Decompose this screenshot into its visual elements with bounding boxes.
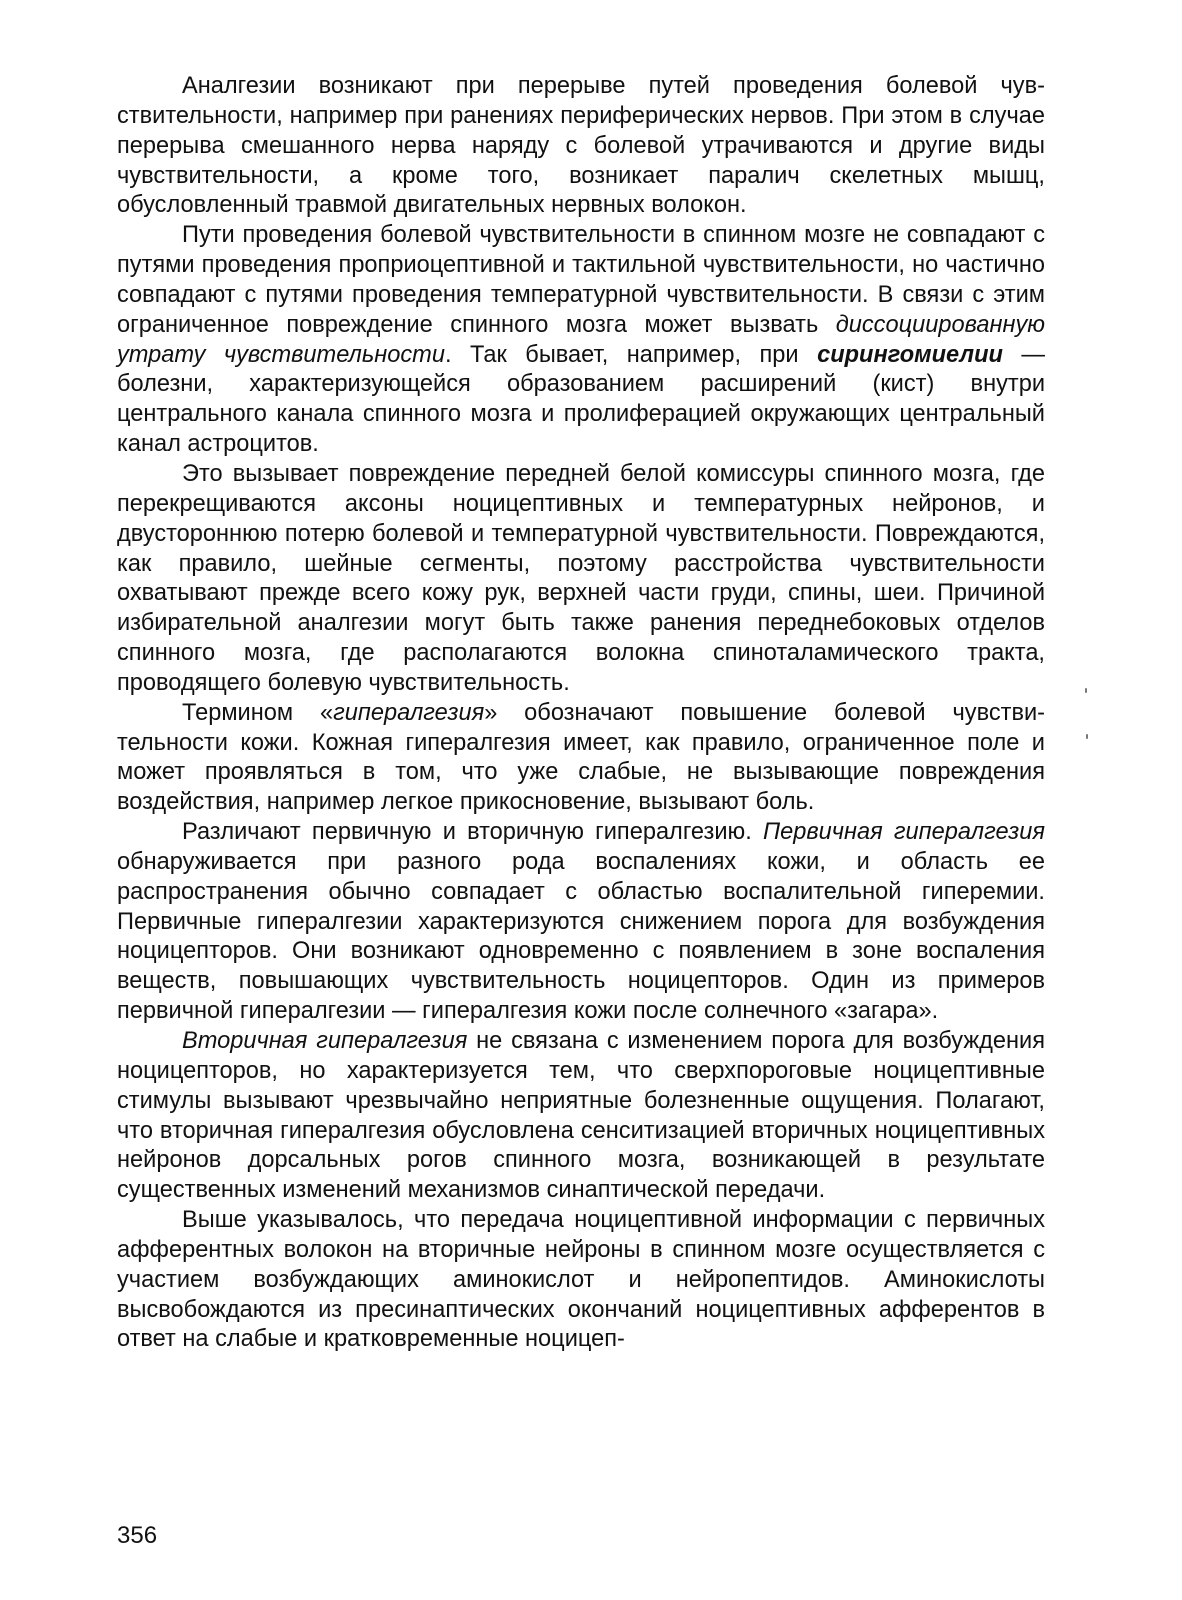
page-text	[117, 72, 1045, 1355]
text-run: — болезни, характеризующейся образованием расширений (кист) внутри центрального канала спинного мозга и пролиферацией окружающих центральный канал астроцитов.	[117, 341, 1046, 458]
text-run: » обозначают повышение болевой чувствительности кожи. Кожная гипералгезия имеет, как правило, ограниченное поле и может проявляться в том, что уже слабые, не вызывающие повреждения воздействия, например легкое прикосновение, вызывают боль.	[117, 699, 1046, 816]
paragraph	[117, 818, 1045, 1027]
bold-italic-term: сирингомиелии	[817, 341, 1003, 368]
text-run: Аналгезии возникают при перерыве путей проведения болевой чувствительности, например при ранениях периферических нервов. При этом в случае перерыва смешанного нерва наряду с болевой утрачиваются и другие виды чувствительности, а кроме того, возникает паралич скелетных мышц, обусловленный травмой двигательных нервных волокон.	[117, 73, 1045, 219]
italic-term: гипералгезия	[333, 699, 485, 726]
italic-term: Первичная гипералгезия	[763, 819, 1045, 846]
paragraph	[117, 699, 1045, 818]
paragraph	[117, 460, 1045, 699]
paragraph	[117, 221, 1045, 460]
italic-term: Вторичная гипералгезия	[182, 1028, 468, 1054]
text-run: Термином «	[182, 699, 334, 726]
text-run: Это вызывает повреждение передней белой комиссуры спинного мозга, где перекрещиваются аксоны ноцицептивных и температурных нейронов, и двустороннюю потерю болевой и температурной чувствительности. Повреждаются, как правило, шейные сегменты, поэтому расстройства чувствительности охватывают прежде всего кожу рук, верхней части груди, спины, шеи. Причиной избирательной аналгезии могут быть также ранения переднебоковых отделов спинного мозга, где располагаются волокна спиноталамического тракта, проводящего болевую чувствительность.	[117, 460, 1045, 696]
text-run: не связана с изменением порога для возбуждения ноцицепторов, но характеризуется тем, что сверхпороговые ноцицептивные стимулы вызывают чрезвычайно неприятные болезненные ощущения. Полагают, что вторичная гипералгезия обусловлена сенситизацией вторичных ноцицептивных нейронов дорсальных рогов спинного мозга, возникающей в результате существенных изменений механизмов синаптической передачи.	[117, 1028, 1045, 1204]
paragraph	[117, 1027, 1045, 1206]
page-number: 356	[117, 1522, 158, 1549]
text-run: Выше указывалось, что передача ноцицептивной информации с первичных афферентных волокон на вторичные нейроны в спинном мозге осуществляется с участием возбуждающих аминокислот и нейропептидов. Аминокислоты высвобождаются из пресинаптических окончаний ноцицептивных афферентов в ответ на слабые и кратковременные ноцицеп-	[117, 1207, 1045, 1353]
text-run: . Так бывает, например, при	[444, 341, 818, 368]
paragraph	[117, 1206, 1045, 1355]
paragraph	[117, 72, 1045, 221]
scan-speck	[1085, 688, 1087, 693]
text-run: Различают первичную и вторичную гипералгезию.	[182, 819, 763, 846]
text-run: Пути проведения болевой чувствительности в спинном мозге не совпадают с путями проведения проприоцептивной и тактильной чувствительности, но частично совпадают с путями проведения температурной чувствительности. В связи с этим ограниченное повреждение спинного мозга может вызвать	[117, 222, 1045, 338]
text-run: обнаруживается при разного рода воспалениях кожи, и область ее распространения обычно совпадает с областью воспалительной гиперемии. Первичные гипералгезии характеризуются снижением порога для возбуждения ноцицепторов. Они возникают одновременно с появлением в зоне воспаления веществ, повышающих чувствительность ноцицепторов. Один из примеров первичной гипералгезии — гипералгезия кожи после солнечного «загара».	[117, 848, 1045, 1025]
italic-term: диссоциированную утрату чувствительности	[117, 311, 1045, 368]
scan-speck	[1086, 734, 1088, 739]
